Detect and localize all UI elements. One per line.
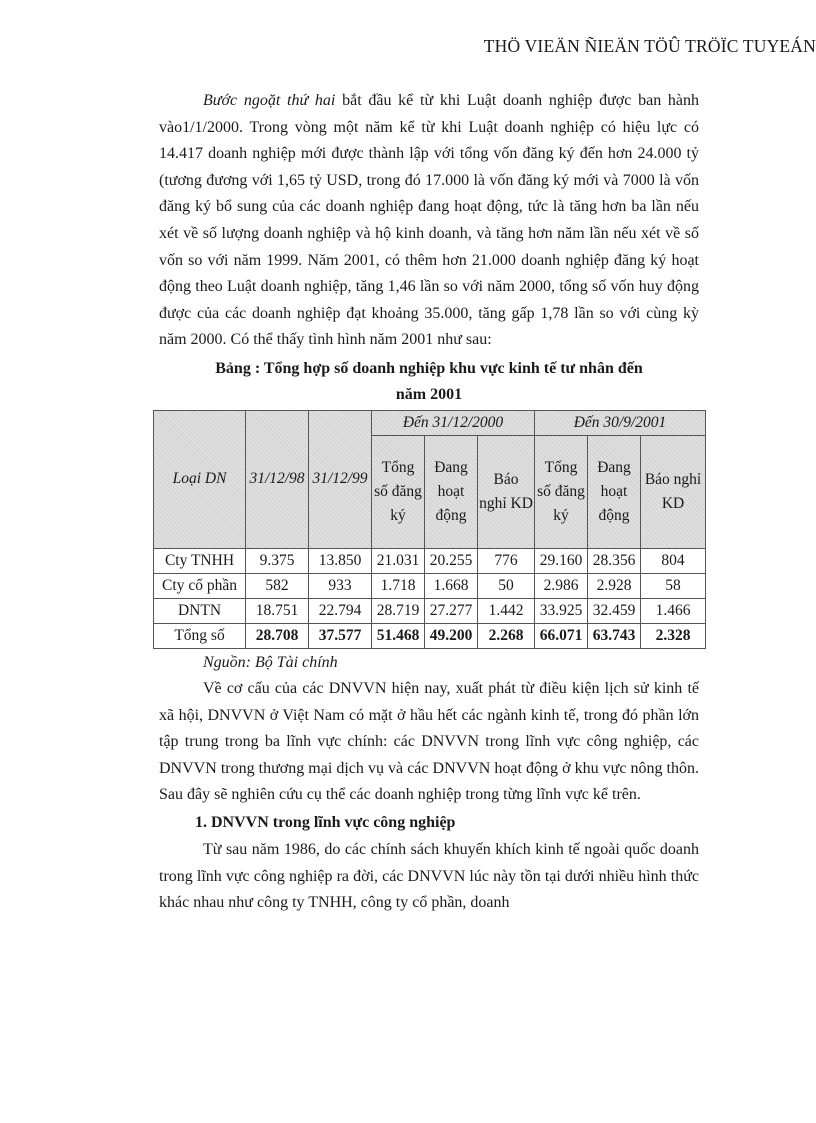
table-row <box>154 548 706 573</box>
cell-value: 1.442 <box>478 598 535 623</box>
cell-value: 2.986 <box>535 573 588 598</box>
cell-value: 29.160 <box>535 548 588 573</box>
industry-paragraph: Từ sau năm 1986, do các chính sách khuyến khích kinh tế ngoài quốc doanh trong lĩnh vực công nghiệp ra đời, các DNVVN lúc này tồn tại dưới nhiều hình thức khác nhau như công ty TNHH, công ty cổ phần, doanh <box>159 840 699 912</box>
table-caption-line1: Bảng : Tổng hợp số doanh nghiệp khu vực kinh tế tư nhân đến <box>215 359 643 377</box>
table-header-row <box>154 410 706 435</box>
page-header: THÖ VIEÄN ÑIEÄN TÖÛ TRÖÏC TUYEÁN <box>483 36 816 56</box>
cell-value: 804 <box>641 548 706 573</box>
cell-value: 58 <box>641 573 706 598</box>
total-value: 51.468 <box>372 623 425 648</box>
cell-value: 1.668 <box>425 573 478 598</box>
structure-paragraph: Về cơ cấu của các DNVVN hiện nay, xuất phát từ điều kiện lịch sử kinh tế xã hội, DNVVN ở Việt Nam có mặt ở hầu hết các ngành kinh tế, trong đó phần lớn tập trung trong ba lĩnh vực chính: các DNVVN trong lĩnh vực công nghiệp, các DNVVN trong thương mại dịch vụ và các DNVVN hoạt động ở khu vực nông thôn. Sau đây sẽ nghiên cứu cụ thể các doanh nghiệp trong từng lĩnh vực kể trên. <box>159 679 699 804</box>
cell-value: 28.356 <box>588 548 641 573</box>
enterprise-table <box>153 410 706 649</box>
row-label: Cty cổ phần <box>154 573 246 598</box>
cell-value: 32.459 <box>588 598 641 623</box>
header-group-2001: Đến 30/9/2001 <box>535 410 706 435</box>
header-1999: 31/12/99 <box>309 410 372 548</box>
cell-value: 28.719 <box>372 598 425 623</box>
row-label: DNTN <box>154 598 246 623</box>
table-total-row <box>154 623 706 648</box>
cell-value: 13.850 <box>309 548 372 573</box>
total-value: 49.200 <box>425 623 478 648</box>
table-source: Nguồn: Bộ Tài chính <box>203 653 338 671</box>
cell-value: 50 <box>478 573 535 598</box>
table-caption <box>159 356 699 408</box>
header-suspended-2000: Báo nghỉ KD <box>478 435 535 548</box>
header-active-2001: Đang hoạt động <box>588 435 641 548</box>
total-label: Tổng số <box>154 623 246 648</box>
header-suspended-2001: Báo nghỉ KD <box>641 435 706 548</box>
total-value: 66.071 <box>535 623 588 648</box>
table-row <box>154 598 706 623</box>
intro-lead: Bước ngoặt thứ hai <box>203 92 336 109</box>
cell-value: 21.031 <box>372 548 425 573</box>
page-content <box>159 88 702 917</box>
row-label: Cty TNHH <box>154 548 246 573</box>
total-value: 28.708 <box>246 623 309 648</box>
cell-value: 9.375 <box>246 548 309 573</box>
total-value: 2.328 <box>641 623 706 648</box>
cell-value: 2.928 <box>588 573 641 598</box>
cell-value: 1.718 <box>372 573 425 598</box>
cell-value: 33.925 <box>535 598 588 623</box>
header-registered-2000: Tổng số đăng ký <box>372 435 425 548</box>
cell-value: 20.255 <box>425 548 478 573</box>
section-heading: 1. DNVVN trong lĩnh vực công nghiệp <box>195 813 456 831</box>
cell-value: 582 <box>246 573 309 598</box>
cell-value: 27.277 <box>425 598 478 623</box>
intro-paragraph <box>159 88 699 354</box>
table-row <box>154 573 706 598</box>
cell-value: 1.466 <box>641 598 706 623</box>
cell-value: 22.794 <box>309 598 372 623</box>
cell-value: 776 <box>478 548 535 573</box>
header-registered-2001: Tổng số đăng ký <box>535 435 588 548</box>
header-active-2000: Đang hoạt động <box>425 435 478 548</box>
table-caption-line2: năm 2001 <box>395 385 463 403</box>
total-value: 63.743 <box>588 623 641 648</box>
cell-value: 18.751 <box>246 598 309 623</box>
header-company-type: Loại DN <box>154 410 246 548</box>
total-value: 2.268 <box>478 623 535 648</box>
intro-text: bắt đầu kể từ khi Luật doanh nghiệp được ban hành vào1/1/2000. Trong vòng một năm kể từ khi Luật doanh nghiệp có hiệu lực có 14.417 doanh nghiệp mới được thành lập với tổng vốn đăng ký đến hơn 24.000 tỷ (tương đương với 1,65 tỷ USD, trong đó 17.000 là vốn đăng ký mới và 7000 là vốn đăng ký bổ sung của các doanh nghiệp đang hoạt động, tức là tăng hơn ba lần nếu xét về số lượng doanh nghiệp và hộ kinh doanh, và tăng hơn năm lần nếu xét về số vốn so với năm 1999. Năm 2001, có thêm hơn 21.000 doanh nghiệp đăng ký hoạt động theo Luật doanh nghiệp, tăng 1,46 lần so với năm 2000, tổng số vốn huy động được của các doanh nghiệp đạt khoảng 35.000, tăng gấp 1,78 lần so với cùng kỳ năm 2000. Có thể thấy tình hình năm 2001 như sau: <box>159 92 700 349</box>
header-group-2000: Đến 31/12/2000 <box>372 410 535 435</box>
header-1998: 31/12/98 <box>246 410 309 548</box>
total-value: 37.577 <box>309 623 372 648</box>
cell-value: 933 <box>309 573 372 598</box>
